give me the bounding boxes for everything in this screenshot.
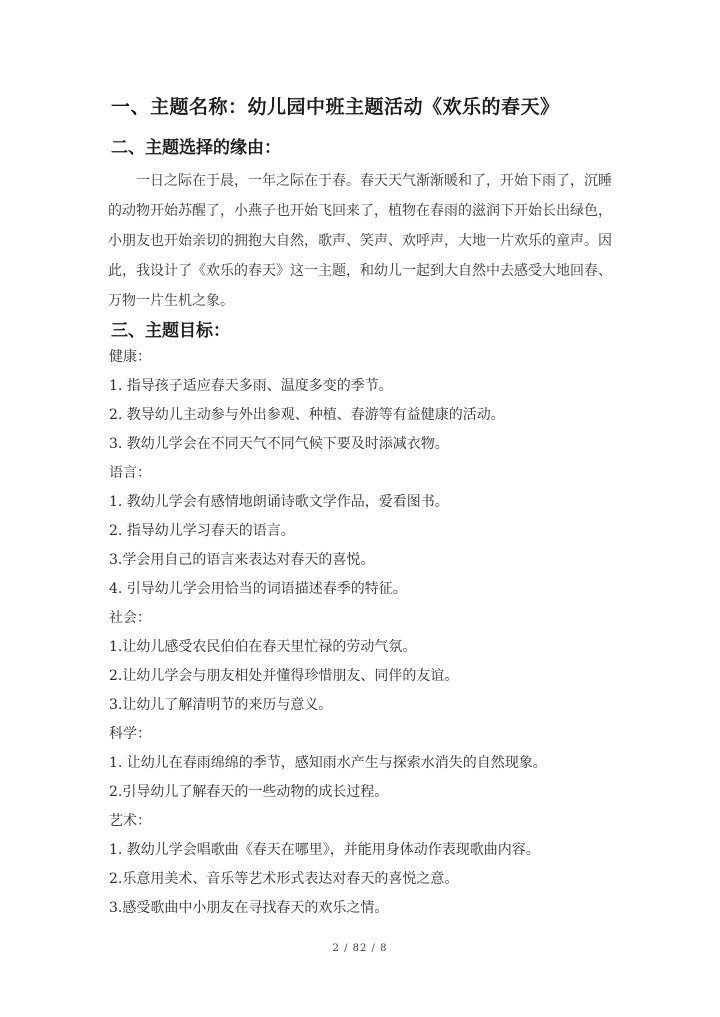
goals-heading: 三、主题目标： [111,321,230,341]
section-label: 科学： [109,726,151,742]
section-label: 健康： [109,349,151,365]
list-item: 2. 教导幼儿主动参与外出参观、种植、春游等有益健康的活动。 [109,407,505,423]
reason-paragraph [108,166,614,316]
list-item: 2.引导幼儿了解春天的一些动物的成长过程。 [109,784,389,800]
list-item: 1. 教幼儿学会唱歌曲《春天在哪里》，并能用身体动作表现歌曲内容。 [109,842,540,858]
list-item: 3.学会用自己的语言来表达对春天的喜悦。 [109,552,375,568]
list-item: 2.乐意用美术、音乐等艺术形式表达对春天的喜悦之意。 [109,871,459,887]
list-item: 1. 教幼儿学会有感情地朗诵诗歌文学作品，爱看图书。 [109,494,449,510]
list-item: 4. 引导幼儿学会用恰当的词语描述春季的特征。 [109,581,407,597]
list-item: 2. 指导幼儿学习春天的语言。 [109,523,295,539]
list-item: 1.让幼儿感受农民伯伯在春天里忙禄的劳动气氛。 [109,639,417,655]
list-item: 2.让幼儿学会与朋友相处并懂得珍惜朋友、同伴的友谊。 [109,668,459,684]
reason-heading: 二、主题选择的缘由： [111,138,281,158]
section-label: 社会： [109,610,151,626]
list-item: 1. 指导孩子适应春天多雨、温度多变的季节。 [109,378,393,394]
list-item: 3.让幼儿了解清明节的来历与意义。 [109,697,333,713]
list-item: 3.感受歌曲中小朋友在寻找春天的欢乐之情。 [109,900,389,916]
section-label: 语言： [109,465,151,481]
list-item: 1. 让幼儿在春雨绵绵的季节，感知雨水产生与探索水消失的自然现象。 [109,755,547,771]
page-number: 2 / 82 / 8 [332,943,388,954]
page-title: 一、主题名称：幼儿园中班主题活动《欢乐的春天》 [111,96,560,118]
list-item: 3. 教幼儿学会在不同天气不同气候下要及时添减衣物。 [109,436,449,452]
reason-paragraph-text: 一日之际在于晨，一年之际在于春。春天天气渐渐暖和了，开始下雨了，沉睡的动物开始苏醒了，小燕子也开始飞回来了，植物在春雨的滋润下开始长出绿色，小朋友也开始亲切的拥抱大自然，歌声、笑声、欢呼声，大地一片欢乐的童声。因此，我设计了《欢乐的春天》这一主题，和幼儿一起到大自然中去感受大地回春、万物一片生机之象。 [108,173,612,309]
section-label: 艺术： [109,813,151,829]
goal-section-health [109,343,619,923]
